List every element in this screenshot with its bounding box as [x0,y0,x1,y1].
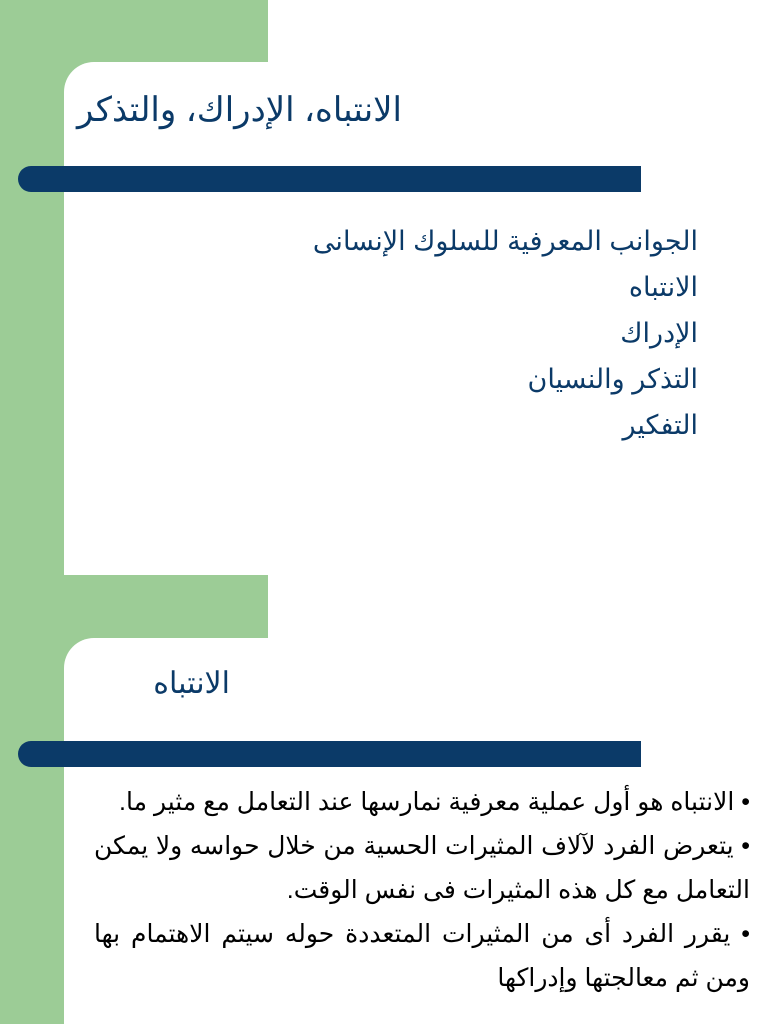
title-underline-bar-1 [18,166,641,192]
slide-2-title: الانتباه [153,667,230,700]
list-item: التذكر والنسيان [527,364,698,394]
attention-bullets [94,780,750,1000]
title-underline-bar-2 [18,741,641,767]
slide-1-title: الانتباه، الإدراك، والتذكر [77,91,402,129]
bullet-item: • يقرر الفرد أى من المثيرات المتعددة حوله سيتم الاهتمام بها ومن ثم معالجتها وإدراكها [94,912,750,1000]
list-item: الانتباه [628,272,698,302]
bullet-item: • يتعرض الفرد لآلاف المثيرات الحسية من خلال حواسه ولا يمكن التعامل مع كل هذه المثيرات فى نفس الوقت. [94,824,750,912]
list-item: الإدراك [620,318,698,348]
list-item: الجوانب المعرفية للسلوك الإنسانى [312,226,698,256]
bullet-item: • الانتباه هو أول عملية معرفية نمارسها عند التعامل مع مثير ما. [94,780,750,824]
topics-list [313,218,698,448]
list-item: التفكير [622,410,698,440]
